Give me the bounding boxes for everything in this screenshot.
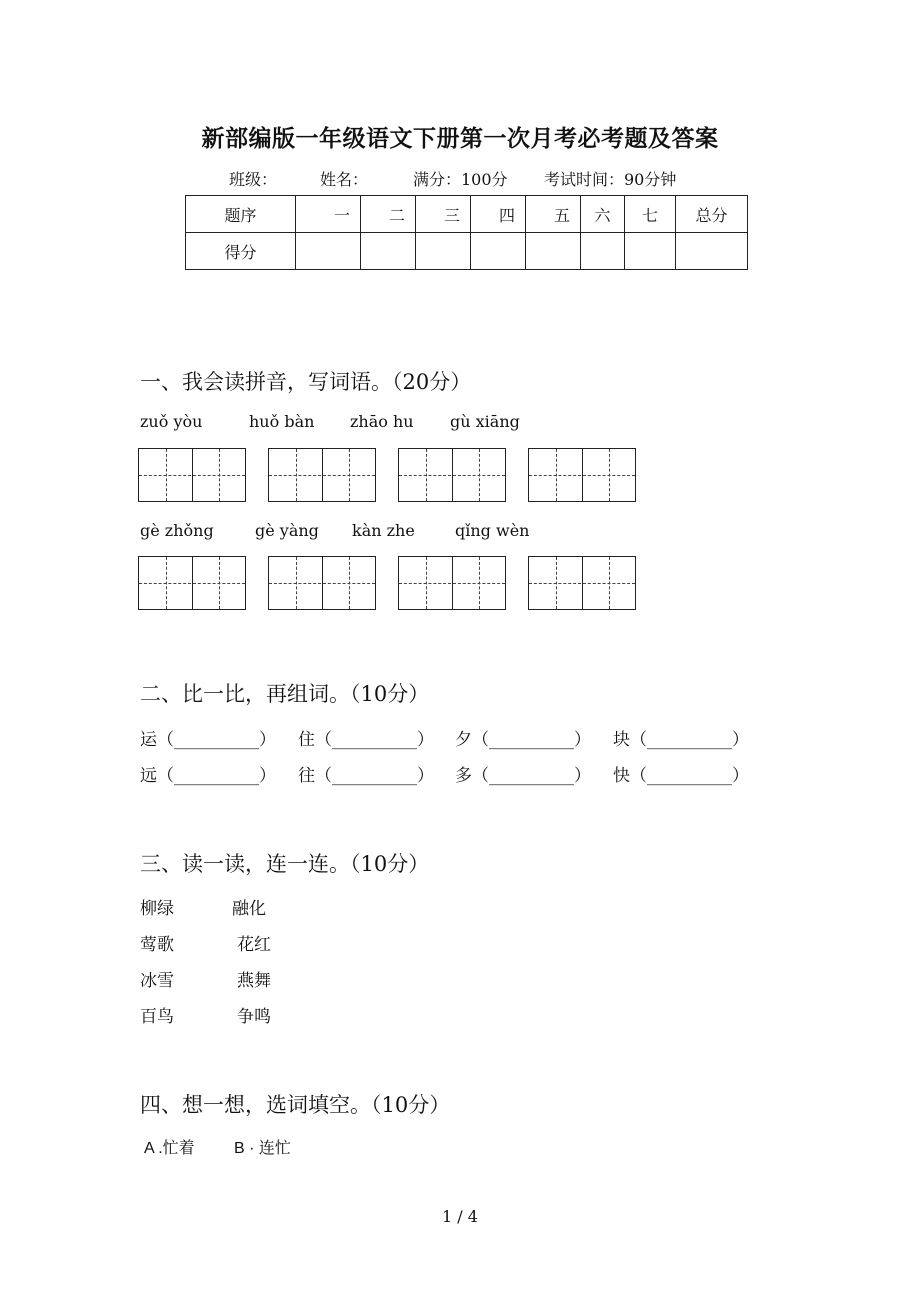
- word-blank[interactable]: 夕（__________）: [455, 730, 591, 750]
- score-table: [185, 195, 748, 270]
- pinyin-label: qǐng wèn: [455, 521, 530, 540]
- score-input-cell[interactable]: [361, 233, 416, 270]
- table-cell: 得分: [186, 233, 296, 270]
- page-number: 1 / 4: [442, 1207, 478, 1226]
- match-left-item[interactable]: 百鸟: [140, 1007, 174, 1027]
- score-input-cell[interactable]: [581, 233, 625, 270]
- writing-grid[interactable]: [528, 556, 636, 610]
- match-left-item[interactable]: 莺歌: [140, 935, 174, 955]
- word-blank[interactable]: 远（__________）: [140, 766, 276, 786]
- full-score-label: 满分：100分: [413, 170, 508, 189]
- score-input-cell[interactable]: [676, 233, 748, 270]
- section-1-heading: 一、我会读拼音，写词语。（20分）: [140, 370, 472, 394]
- match-right-item[interactable]: 花红: [237, 935, 271, 955]
- table-cell: 总分: [676, 196, 748, 233]
- score-input-cell[interactable]: [416, 233, 471, 270]
- match-right-item[interactable]: 燕舞: [237, 971, 271, 991]
- table-cell: 六: [581, 196, 625, 233]
- pinyin-label: zhāo hu: [350, 412, 414, 431]
- pinyin-label: kàn zhe: [352, 521, 415, 540]
- score-input-cell[interactable]: [625, 233, 676, 270]
- word-blank[interactable]: 住（__________）: [298, 730, 434, 750]
- table-cell: 二: [361, 196, 416, 233]
- match-right-item[interactable]: 融化: [232, 899, 266, 919]
- section-4-heading: 四、想一想，选词填空。（10分）: [140, 1093, 451, 1117]
- pinyin-label: huǒ bàn: [249, 412, 315, 431]
- table-cell: 七: [625, 196, 676, 233]
- option-a: A .忙着: [144, 1140, 195, 1157]
- table-cell: 三: [416, 196, 471, 233]
- word-blank[interactable]: 快（__________）: [613, 766, 749, 786]
- word-blank[interactable]: 运（__________）: [140, 730, 276, 750]
- match-right-item[interactable]: 争鸣: [237, 1007, 271, 1027]
- writing-grid[interactable]: [138, 556, 246, 610]
- writing-grid[interactable]: [138, 448, 246, 502]
- section-3-heading: 三、读一读，连一连。（10分）: [140, 852, 430, 876]
- word-blank[interactable]: 往（__________）: [298, 766, 434, 786]
- table-cell: 四: [471, 196, 526, 233]
- word-blank[interactable]: 块（__________）: [613, 730, 749, 750]
- class-label: 班级：: [229, 170, 278, 189]
- name-label: 姓名：: [320, 170, 369, 189]
- word-blank[interactable]: 多（__________）: [455, 766, 591, 786]
- pinyin-label: gù xiāng: [450, 412, 520, 431]
- score-input-cell[interactable]: [526, 233, 581, 270]
- writing-grid[interactable]: [398, 556, 506, 610]
- writing-grid[interactable]: [268, 556, 376, 610]
- page-title: 新部编版一年级语文下册第一次月考必考题及答案: [201, 125, 719, 152]
- score-input-cell[interactable]: [471, 233, 526, 270]
- table-row: [186, 196, 748, 233]
- exam-time-label: 考试时间：90分钟: [544, 170, 677, 189]
- writing-grid[interactable]: [398, 448, 506, 502]
- pinyin-label: gè yàng: [255, 521, 319, 540]
- section-2-heading: 二、比一比，再组词。（10分）: [140, 682, 430, 706]
- pinyin-label: gè zhǒng: [140, 521, 214, 540]
- table-row: [186, 233, 748, 270]
- score-input-cell[interactable]: [296, 233, 361, 270]
- table-cell: 一: [296, 196, 361, 233]
- table-cell: 五: [526, 196, 581, 233]
- pinyin-label: zuǒ yòu: [140, 412, 203, 431]
- writing-grid[interactable]: [268, 448, 376, 502]
- match-left-item[interactable]: 冰雪: [140, 971, 174, 991]
- option-b: B · 连忙: [234, 1140, 291, 1157]
- writing-grid[interactable]: [528, 448, 636, 502]
- match-left-item[interactable]: 柳绿: [140, 899, 174, 919]
- table-cell: 题序: [186, 196, 296, 233]
